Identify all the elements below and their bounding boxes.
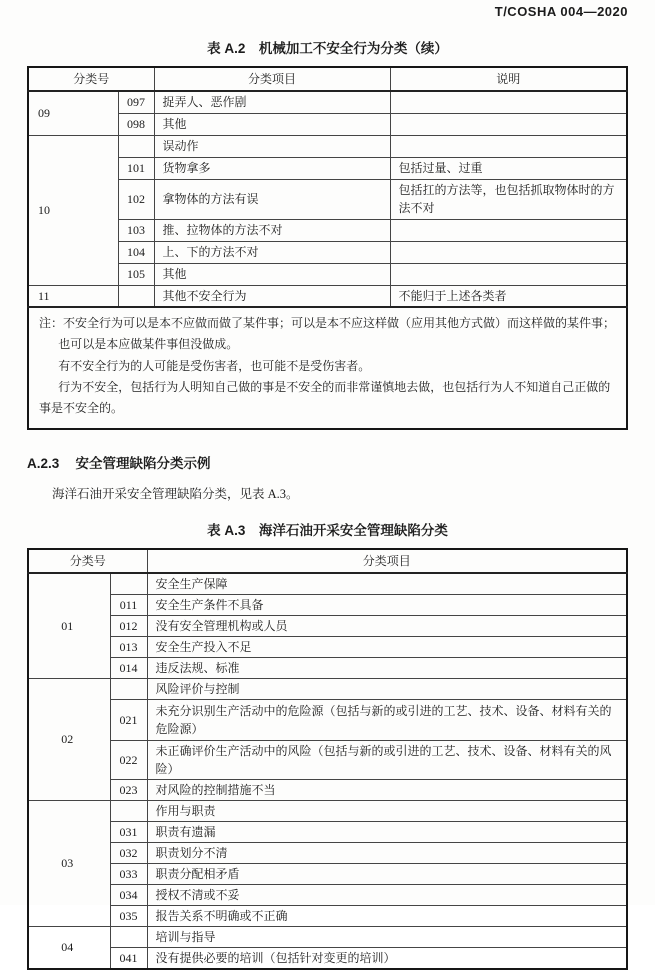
category-sub-cell: 014 [110, 657, 147, 678]
category-sub-cell: 023 [110, 779, 147, 800]
category-item-cell: 安全生产保障 [147, 573, 627, 595]
category-item-cell: 推、拉物体的方法不对 [154, 219, 390, 241]
category-sub-cell: 041 [110, 947, 147, 969]
table-a2 [27, 66, 628, 430]
category-item-cell: 违反法规、标准 [147, 657, 627, 678]
table-a2-footnote [28, 307, 627, 429]
table-row [28, 821, 627, 842]
category-sub-cell: 097 [118, 91, 154, 113]
category-sub-cell: 104 [118, 241, 154, 263]
category-sub-cell [118, 135, 154, 157]
category-sub-cell: 033 [110, 863, 147, 884]
table-row [28, 779, 627, 800]
category-sub-cell [110, 926, 147, 947]
table-row [28, 135, 627, 157]
table-row [28, 285, 627, 307]
category-item-cell: 职责划分不清 [147, 842, 627, 863]
description-cell [390, 263, 627, 285]
category-item-cell: 职责分配相矛盾 [147, 863, 627, 884]
table-row [28, 179, 627, 219]
category-item-cell: 风险评价与控制 [147, 678, 627, 699]
category-major-cell: 04 [28, 926, 110, 969]
table-row [28, 740, 627, 779]
category-item-cell: 其他 [154, 263, 390, 285]
category-item-cell: 授权不清或不妥 [147, 884, 627, 905]
section-title: 安全管理缺陷分类示例 [75, 455, 211, 471]
table-row [28, 657, 627, 678]
category-item-cell: 未正确评价生产活动中的风险（包括与新的或引进的工艺、技术、设备、材料有关的风险） [147, 740, 627, 779]
table-row [28, 219, 627, 241]
category-sub-cell: 103 [118, 219, 154, 241]
category-sub-cell: 031 [110, 821, 147, 842]
category-sub-cell: 013 [110, 636, 147, 657]
table-a3 [27, 548, 628, 970]
category-item-cell: 对风险的控制措施不当 [147, 779, 627, 800]
table-a2-header-description: 说明 [390, 67, 627, 91]
category-sub-cell: 022 [110, 740, 147, 779]
table-a3-header-category-item: 分类项目 [147, 549, 627, 573]
table-a2-caption: 表 A.2 机械加工不安全行为分类（续） [207, 41, 448, 56]
category-major-cell: 01 [28, 573, 110, 679]
category-major-cell: 11 [28, 285, 118, 307]
category-item-cell: 没有安全管理机构或人员 [147, 615, 627, 636]
table-a3-header-category-no: 分类号 [28, 549, 147, 573]
table-row [28, 863, 627, 884]
table-row [28, 263, 627, 285]
category-item-cell: 没有提供必要的培训（包括针对变更的培训） [147, 947, 627, 969]
category-major-cell: 10 [28, 135, 118, 285]
category-sub-cell [110, 678, 147, 699]
table-row [28, 699, 627, 740]
description-cell: 包括扛的方法等，也包括抓取物体时的方法不对 [390, 179, 627, 219]
description-cell [390, 241, 627, 263]
table-row [28, 905, 627, 926]
category-item-cell: 其他 [154, 113, 390, 135]
category-sub-cell: 032 [110, 842, 147, 863]
page-header [27, 4, 628, 22]
category-sub-cell: 035 [110, 905, 147, 926]
table-a2-header-category-no: 分类号 [28, 67, 154, 91]
table-row [28, 157, 627, 179]
description-cell: 包括过量、过重 [390, 157, 627, 179]
category-major-cell: 03 [28, 800, 110, 926]
footnote-paragraph: 有不安全行为的人可能是受伤害者，也可能不是受伤害者。 [58, 358, 371, 373]
section-number: A.2.3 [27, 455, 60, 471]
table-row [28, 678, 627, 699]
table-row [28, 91, 627, 113]
description-cell [390, 135, 627, 157]
description-cell [390, 91, 627, 113]
category-item-cell: 拿物体的方法有误 [154, 179, 390, 219]
table-row [28, 884, 627, 905]
table-row [28, 800, 627, 821]
category-major-cell: 02 [28, 678, 110, 800]
table-a2-header-row [28, 67, 627, 91]
table-row [28, 842, 627, 863]
category-item-cell: 职责有遗漏 [147, 821, 627, 842]
category-sub-cell: 098 [118, 113, 154, 135]
description-cell: 不能归于上述各类者 [390, 285, 627, 307]
category-sub-cell: 011 [110, 594, 147, 615]
category-item-cell: 上、下的方法不对 [154, 241, 390, 263]
category-sub-cell: 012 [110, 615, 147, 636]
category-sub-cell: 101 [118, 157, 154, 179]
category-sub-cell [110, 573, 147, 595]
footnote-label: 注： [39, 316, 64, 330]
table-row [28, 926, 627, 947]
category-item-cell: 作用与职责 [147, 800, 627, 821]
category-sub-cell: 021 [110, 699, 147, 740]
category-item-cell: 货物拿多 [154, 157, 390, 179]
category-item-cell: 其他不安全行为 [154, 285, 390, 307]
category-item-cell: 培训与指导 [147, 926, 627, 947]
table-footnote-row [28, 307, 627, 429]
table-a3-header-row [28, 549, 627, 573]
footnote-paragraph: 行为不安全，包括行为人明知自己做的事是不安全的而非常谨慎地去做，也包括行为人不知道自己正做的事是不安全的。 [39, 380, 611, 416]
category-sub-cell: 034 [110, 884, 147, 905]
section-paragraph: 海洋石油开采安全管理缺陷分类，见表 A.3。 [52, 486, 299, 501]
table-row [28, 615, 627, 636]
footnote-paragraph: 注：不安全行为可以是本不应做而做了某件事；可以是本不应这样做（应用其他方式做）而这样做的某件事；也可以是本应做某件事但没做成。 [39, 316, 616, 352]
description-cell [390, 113, 627, 135]
category-sub-cell: 102 [118, 179, 154, 219]
category-item-cell: 安全生产条件不具备 [147, 594, 627, 615]
table-row [28, 594, 627, 615]
category-major-cell: 09 [28, 91, 118, 135]
standard-number: T/COSHA 004—2020 [494, 4, 628, 19]
table-row [28, 113, 627, 135]
table-a3-caption: 表 A.3 海洋石油开采安全管理缺陷分类 [207, 522, 448, 538]
category-item-cell: 安全生产投入不足 [147, 636, 627, 657]
table-row [28, 241, 627, 263]
section-heading-a23 [27, 452, 628, 472]
description-cell [390, 219, 627, 241]
table-a2-header-category-item: 分类项目 [154, 67, 390, 91]
category-item-cell: 误动作 [154, 135, 390, 157]
category-item-cell: 捉弄人、恶作剧 [154, 91, 390, 113]
table-row [28, 573, 627, 595]
category-sub-cell [118, 285, 154, 307]
category-item-cell: 未充分识别生产活动中的危险源（包括与新的或引进的工艺、技术、设备、材料有关的危险源） [147, 699, 627, 740]
category-item-cell: 报告关系不明确或不正确 [147, 905, 627, 926]
table-row [28, 947, 627, 969]
category-sub-cell [110, 800, 147, 821]
table-row [28, 636, 627, 657]
category-sub-cell: 105 [118, 263, 154, 285]
